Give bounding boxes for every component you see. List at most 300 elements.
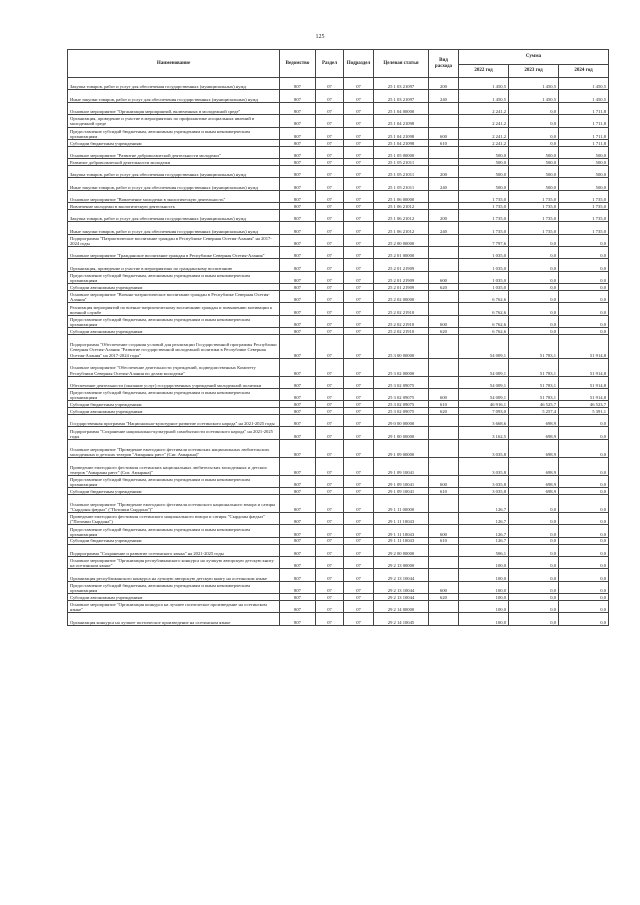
cell-cs: 25 2 01 21909 bbox=[374, 284, 429, 291]
cell-name: Субсидии бюджетным учреждениям bbox=[68, 537, 280, 544]
cell-s3: 0,0 bbox=[559, 613, 609, 625]
cell-vr bbox=[429, 544, 459, 556]
cell-rz: 07 bbox=[316, 78, 344, 90]
cell-s1: 3 035,8 bbox=[459, 488, 509, 495]
table-row bbox=[68, 581, 609, 593]
cell-rz: 07 bbox=[316, 203, 344, 210]
cell-s3: 1 450,5 bbox=[559, 78, 609, 90]
cell-name: Развитие добровольческой деятельности молодежи bbox=[68, 159, 280, 166]
cell-rz: 07 bbox=[316, 90, 344, 102]
cell-cs: 25 1 05 21011 bbox=[374, 178, 429, 190]
cell-name: Субсидии бюджетным учреждениям bbox=[68, 139, 280, 146]
cell-vr bbox=[429, 159, 459, 166]
cell-name: Подпрограмма "Обеспечение создания условий для реализации Государственной программы Республики Северная Осетия-Алания "Развитие государственной молодежной политики в Республике Северная Осетия-Алания" на 2017-2024 годы" bbox=[68, 335, 280, 359]
table-row bbox=[68, 544, 609, 556]
cell-pr: 07 bbox=[344, 556, 374, 568]
cell-s3: 1 735,0 bbox=[559, 203, 609, 210]
cell-ved: 807 bbox=[280, 457, 316, 475]
cell-rz: 07 bbox=[316, 303, 344, 315]
cell-s3: 0,0 bbox=[559, 414, 609, 426]
cell-name: Закупка товаров, работ и услуг для обеспечения государственных (муниципальных) нужд bbox=[68, 209, 280, 221]
cell-ved: 807 bbox=[280, 159, 316, 166]
table-row bbox=[68, 222, 609, 234]
cell-s2: 0,0 bbox=[509, 284, 559, 291]
table-row bbox=[68, 247, 609, 259]
cell-ved: 807 bbox=[280, 512, 316, 524]
cell-rz: 07 bbox=[316, 222, 344, 234]
cell-cs: 29 2 00 00000 bbox=[374, 544, 429, 556]
cell-cs: 25 2 02 21910 bbox=[374, 328, 429, 335]
table-row bbox=[68, 600, 609, 612]
cell-pr: 07 bbox=[344, 525, 374, 537]
table-row bbox=[68, 234, 609, 246]
cell-s3: 0,0 bbox=[559, 494, 609, 512]
cell-cs: 25 3 02 09075 bbox=[374, 389, 429, 401]
cell-s1: 1 735,0 bbox=[459, 203, 509, 210]
cell-pr: 07 bbox=[344, 389, 374, 401]
cell-pr: 07 bbox=[344, 569, 374, 581]
cell-s1: 6 762,6 bbox=[459, 291, 509, 303]
cell-s2: 0,0 bbox=[509, 102, 559, 114]
cell-s1: 3 162,5 bbox=[459, 427, 509, 439]
cell-rz: 07 bbox=[316, 488, 344, 495]
cell-vr: 240 bbox=[429, 178, 459, 190]
cell-vr bbox=[429, 376, 459, 388]
cell-cs: 29 1 09 10041 bbox=[374, 475, 429, 487]
table-row bbox=[68, 512, 609, 524]
cell-rz: 07 bbox=[316, 259, 344, 271]
cell-s3: 0,0 bbox=[559, 328, 609, 335]
table-row bbox=[68, 190, 609, 202]
cell-ved: 807 bbox=[280, 165, 316, 177]
cell-name: Субсидии автономным учреждениям bbox=[68, 284, 280, 291]
cell-s1: 506,1 bbox=[459, 544, 509, 556]
cell-rz: 07 bbox=[316, 512, 344, 524]
cell-s2: 0,0 bbox=[509, 525, 559, 537]
cell-pr: 07 bbox=[344, 488, 374, 495]
cell-pr: 07 bbox=[344, 358, 374, 376]
cell-s2: 1 735,0 bbox=[509, 209, 559, 221]
cell-s3: 1 711,8 bbox=[559, 115, 609, 127]
cell-s1: 6 762,6 bbox=[459, 328, 509, 335]
cell-rz: 07 bbox=[316, 494, 344, 512]
cell-s1: 500,0 bbox=[459, 146, 509, 158]
cell-s2: 698,9 bbox=[509, 414, 559, 426]
table-row bbox=[68, 488, 609, 495]
cell-name: Реализация мероприятий по военно-патриотическому воспитанию граждан и повышению мотивации к военной службе bbox=[68, 303, 280, 315]
table-row bbox=[68, 315, 609, 327]
cell-s3: 0,0 bbox=[559, 569, 609, 581]
cell-vr bbox=[429, 600, 459, 612]
cell-cs: 25 1 04 21098 bbox=[374, 139, 429, 146]
table-row bbox=[68, 594, 609, 601]
cell-vr bbox=[429, 512, 459, 524]
cell-cs: 29 0 00 00000 bbox=[374, 414, 429, 426]
cell-pr: 07 bbox=[344, 234, 374, 246]
cell-s2: 0,0 bbox=[509, 512, 559, 524]
cell-pr: 07 bbox=[344, 222, 374, 234]
cell-cs: 29 2 13 00000 bbox=[374, 556, 429, 568]
cell-pr: 07 bbox=[344, 537, 374, 544]
cell-vr bbox=[429, 427, 459, 439]
cell-name: Организация, проведение и участие в мероприятиях по профилактике асоциальных явлений в молодежной среде bbox=[68, 115, 280, 127]
cell-ved: 807 bbox=[280, 328, 316, 335]
cell-s3: 0,0 bbox=[559, 512, 609, 524]
cell-s3: 0,0 bbox=[559, 291, 609, 303]
cell-s3: 5 391,1 bbox=[559, 408, 609, 415]
header-ved: Ведомство bbox=[280, 50, 316, 78]
cell-pr: 07 bbox=[344, 102, 374, 114]
cell-ved: 807 bbox=[280, 389, 316, 401]
cell-ved: 807 bbox=[280, 178, 316, 190]
table-row bbox=[68, 203, 609, 210]
cell-vr bbox=[429, 259, 459, 271]
cell-name: Основное мероприятие "Вовлечение молодежи в экологическую деятельность" bbox=[68, 190, 280, 202]
cell-name: Субсидии бюджетным учреждениям bbox=[68, 488, 280, 495]
cell-s2: 0,0 bbox=[509, 594, 559, 601]
cell-s2: 0,0 bbox=[509, 581, 559, 593]
cell-s1: 3 035,8 bbox=[459, 457, 509, 475]
header-2023: 2023 год bbox=[509, 65, 559, 78]
cell-s3: 51 914,8 bbox=[559, 358, 609, 376]
cell-name: Подпрограмма "Сохранение национально-культурной самобытности осетинского народа" на 2021-2025 годы bbox=[68, 427, 280, 439]
cell-name: Подпрограмма "Патриотическое воспитание граждан в Республике Северная Осетия-Алания" на 2017-2024 годы bbox=[68, 234, 280, 246]
cell-vr: 610 bbox=[429, 139, 459, 146]
cell-rz: 07 bbox=[316, 569, 344, 581]
cell-ved: 807 bbox=[280, 284, 316, 291]
cell-pr: 07 bbox=[344, 146, 374, 158]
cell-rz: 07 bbox=[316, 284, 344, 291]
cell-s3: 0,0 bbox=[559, 594, 609, 601]
cell-s1: 54 009,1 bbox=[459, 335, 509, 359]
cell-pr: 07 bbox=[344, 581, 374, 593]
cell-s3: 0,0 bbox=[559, 427, 609, 439]
cell-ved: 807 bbox=[280, 335, 316, 359]
cell-name: Иные закупки товаров, работ и услуг для обеспечения государственных (муниципальных) нужд bbox=[68, 222, 280, 234]
cell-vr bbox=[429, 494, 459, 512]
cell-s1: 100,0 bbox=[459, 556, 509, 568]
cell-cs: 25 1 04 21098 bbox=[374, 127, 429, 139]
cell-s3: 0,0 bbox=[559, 581, 609, 593]
cell-s1: 1 450,5 bbox=[459, 90, 509, 102]
cell-s2: 500,0 bbox=[509, 159, 559, 166]
cell-name: Обеспечение деятельности (оказание услуг) государственных учреждений молодежной политики bbox=[68, 376, 280, 388]
table-row bbox=[68, 178, 609, 190]
cell-cs: 25 1 06 21012 bbox=[374, 222, 429, 234]
cell-vr: 610 bbox=[429, 537, 459, 544]
cell-vr: 200 bbox=[429, 78, 459, 90]
cell-s1: 54 009,1 bbox=[459, 358, 509, 376]
cell-cs: 25 2 02 21910 bbox=[374, 315, 429, 327]
cell-rz: 07 bbox=[316, 102, 344, 114]
cell-rz: 07 bbox=[316, 358, 344, 376]
cell-vr: 600 bbox=[429, 127, 459, 139]
cell-vr bbox=[429, 613, 459, 625]
table-row bbox=[68, 525, 609, 537]
cell-ved: 807 bbox=[280, 544, 316, 556]
cell-s1: 126,7 bbox=[459, 512, 509, 524]
cell-pr: 07 bbox=[344, 613, 374, 625]
cell-vr bbox=[429, 414, 459, 426]
cell-pr: 07 bbox=[344, 165, 374, 177]
cell-vr bbox=[429, 203, 459, 210]
cell-rz: 07 bbox=[316, 613, 344, 625]
cell-cs: 25 1 05 21011 bbox=[374, 165, 429, 177]
cell-s2: 0,0 bbox=[509, 247, 559, 259]
cell-rz: 07 bbox=[316, 165, 344, 177]
cell-pr: 07 bbox=[344, 127, 374, 139]
cell-ved: 807 bbox=[280, 127, 316, 139]
cell-s1: 126,7 bbox=[459, 494, 509, 512]
cell-cs: 29 1 11 10043 bbox=[374, 525, 429, 537]
cell-rz: 07 bbox=[316, 594, 344, 601]
cell-s3: 1 711,8 bbox=[559, 139, 609, 146]
cell-rz: 07 bbox=[316, 537, 344, 544]
cell-s1: 2 241,2 bbox=[459, 115, 509, 127]
cell-s2: 1 450,5 bbox=[509, 78, 559, 90]
cell-vr bbox=[429, 457, 459, 475]
cell-vr: 620 bbox=[429, 328, 459, 335]
cell-s1: 46 916,1 bbox=[459, 401, 509, 408]
cell-pr: 07 bbox=[344, 190, 374, 202]
cell-vr bbox=[429, 102, 459, 114]
cell-ved: 807 bbox=[280, 190, 316, 202]
cell-ved: 807 bbox=[280, 90, 316, 102]
cell-pr: 07 bbox=[344, 78, 374, 90]
cell-ved: 807 bbox=[280, 376, 316, 388]
cell-s2: 1 735,0 bbox=[509, 222, 559, 234]
cell-vr: 610 bbox=[429, 488, 459, 495]
cell-s2: 698,9 bbox=[509, 439, 559, 457]
cell-name: Основное мероприятие "Обеспечение деятельности учреждений, подведомственных Комитету Республики Северная Осетия-Алания по делам молодежи" bbox=[68, 358, 280, 376]
cell-cs: 25 1 03 21097 bbox=[374, 78, 429, 90]
cell-name: Иные закупки товаров, работ и услуг для обеспечения государственных (муниципальных) нужд bbox=[68, 90, 280, 102]
cell-rz: 07 bbox=[316, 271, 344, 283]
cell-name: Вовлечение молодежи в экологическую деятельность bbox=[68, 203, 280, 210]
cell-rz: 07 bbox=[316, 544, 344, 556]
cell-s3: 51 914,8 bbox=[559, 335, 609, 359]
cell-vr: 600 bbox=[429, 581, 459, 593]
cell-vr: 600 bbox=[429, 389, 459, 401]
cell-name: Организация, проведение и участие в мероприятиях по гражданскому воспитанию bbox=[68, 259, 280, 271]
table-row bbox=[68, 335, 609, 359]
cell-name: Предоставление субсидий бюджетным, автономным учреждениям и иным некоммерческим организациям bbox=[68, 475, 280, 487]
cell-s1: 100,0 bbox=[459, 569, 509, 581]
cell-s3: 1 711,8 bbox=[559, 102, 609, 114]
table-row bbox=[68, 146, 609, 158]
cell-rz: 07 bbox=[316, 127, 344, 139]
cell-s2: 0,0 bbox=[509, 234, 559, 246]
cell-pr: 07 bbox=[344, 401, 374, 408]
cell-s2: 0,0 bbox=[509, 613, 559, 625]
cell-name: Основное мероприятие "Гражданское воспитание граждан в Республике Северная Осетия-Алания" bbox=[68, 247, 280, 259]
cell-rz: 07 bbox=[316, 291, 344, 303]
cell-s2: 0,0 bbox=[509, 303, 559, 315]
cell-cs: 25 3 00 00000 bbox=[374, 335, 429, 359]
cell-pr: 07 bbox=[344, 439, 374, 457]
cell-ved: 807 bbox=[280, 494, 316, 512]
cell-vr bbox=[429, 439, 459, 457]
cell-pr: 07 bbox=[344, 271, 374, 283]
cell-vr: 600 bbox=[429, 315, 459, 327]
cell-rz: 07 bbox=[316, 408, 344, 415]
cell-rz: 07 bbox=[316, 581, 344, 593]
cell-ved: 807 bbox=[280, 613, 316, 625]
cell-s2: 0,0 bbox=[509, 115, 559, 127]
cell-s1: 1 035,0 bbox=[459, 259, 509, 271]
cell-s1: 2 241,2 bbox=[459, 139, 509, 146]
cell-name: Основное мероприятие "Проведение ежегодного фестиваля осетинского национального юмора и сатиры "Сырдоны фæдыл" ("Потомки Сырдона")" bbox=[68, 494, 280, 512]
cell-pr: 07 bbox=[344, 328, 374, 335]
cell-cs: 25 1 04 21098 bbox=[374, 115, 429, 127]
cell-s3: 51 914,8 bbox=[559, 376, 609, 388]
cell-name: Основное мероприятие "Военно-патриотическое воспитание граждан в Республике Северная Осетия-Алания" bbox=[68, 291, 280, 303]
cell-cs: 29 2 13 10044 bbox=[374, 569, 429, 581]
cell-cs: 25 2 00 00000 bbox=[374, 234, 429, 246]
cell-s2: 0,0 bbox=[509, 544, 559, 556]
cell-cs: 29 1 11 10043 bbox=[374, 537, 429, 544]
cell-pr: 07 bbox=[344, 159, 374, 166]
cell-s1: 100,0 bbox=[459, 600, 509, 612]
cell-ved: 807 bbox=[280, 537, 316, 544]
cell-s3: 0,0 bbox=[559, 556, 609, 568]
cell-ved: 807 bbox=[280, 209, 316, 221]
cell-name: Государственная программа "Национально-культурное развитие осетинского народа" на 2021-2025 годы bbox=[68, 414, 280, 426]
cell-ved: 807 bbox=[280, 401, 316, 408]
table-row bbox=[68, 427, 609, 439]
cell-name: Предоставление субсидий бюджетным, автономным учреждениям и иным некоммерческим организациям bbox=[68, 389, 280, 401]
cell-ved: 807 bbox=[280, 439, 316, 457]
cell-cs: 25 3 02 09075 bbox=[374, 376, 429, 388]
cell-ved: 807 bbox=[280, 569, 316, 581]
cell-vr bbox=[429, 234, 459, 246]
table-row bbox=[68, 457, 609, 475]
cell-s3: 0,0 bbox=[559, 259, 609, 271]
cell-pr: 07 bbox=[344, 247, 374, 259]
cell-s1: 7 093,0 bbox=[459, 408, 509, 415]
cell-s1: 2 241,2 bbox=[459, 102, 509, 114]
cell-rz: 07 bbox=[316, 328, 344, 335]
cell-s2: 698,9 bbox=[509, 475, 559, 487]
cell-s2: 0,0 bbox=[509, 600, 559, 612]
cell-cs: 29 1 11 00000 bbox=[374, 494, 429, 512]
cell-vr bbox=[429, 247, 459, 259]
cell-s3: 46 523,7 bbox=[559, 401, 609, 408]
cell-s1: 7 797,6 bbox=[459, 234, 509, 246]
header-razdel: Раздел bbox=[316, 50, 344, 78]
cell-s1: 54 009,1 bbox=[459, 376, 509, 388]
cell-name: Субсидии автономным учреждениям bbox=[68, 594, 280, 601]
cell-cs: 29 1 11 10043 bbox=[374, 512, 429, 524]
cell-rz: 07 bbox=[316, 146, 344, 158]
cell-name: Субсидии автономным учреждениям bbox=[68, 328, 280, 335]
cell-ved: 807 bbox=[280, 222, 316, 234]
cell-ved: 807 bbox=[280, 525, 316, 537]
cell-ved: 807 bbox=[280, 600, 316, 612]
cell-s2: 0,0 bbox=[509, 556, 559, 568]
cell-vr: 620 bbox=[429, 594, 459, 601]
cell-cs: 25 2 01 00000 bbox=[374, 247, 429, 259]
page-number: 125 bbox=[315, 34, 325, 40]
cell-vr: 610 bbox=[429, 401, 459, 408]
cell-pr: 07 bbox=[344, 284, 374, 291]
cell-vr bbox=[429, 115, 459, 127]
cell-pr: 07 bbox=[344, 594, 374, 601]
cell-name: Проведение ежегодного фестиваля осетинского национального юмора и сатиры "Сырдоны фæдыл" ("Потомки Сырдона") bbox=[68, 512, 280, 524]
cell-s2: 500,0 bbox=[509, 178, 559, 190]
cell-cs: 29 1 00 00000 bbox=[374, 427, 429, 439]
cell-pr: 07 bbox=[344, 139, 374, 146]
cell-rz: 07 bbox=[316, 335, 344, 359]
cell-ved: 807 bbox=[280, 408, 316, 415]
cell-ved: 807 bbox=[280, 594, 316, 601]
cell-s2: 0,0 bbox=[509, 259, 559, 271]
cell-s1: 1 735,0 bbox=[459, 190, 509, 202]
cell-ved: 807 bbox=[280, 556, 316, 568]
cell-s2: 0,0 bbox=[509, 291, 559, 303]
table-row bbox=[68, 494, 609, 512]
cell-name: Организация конкурса на лучшее поэтическое произведение на осетинском языке bbox=[68, 613, 280, 625]
cell-name: Организация республиканского конкурса на лучшую авторскую детскую книгу на осетинском языке bbox=[68, 569, 280, 581]
cell-s1: 2 241,2 bbox=[459, 127, 509, 139]
cell-cs: 25 1 06 00000 bbox=[374, 190, 429, 202]
cell-vr bbox=[429, 303, 459, 315]
table-row bbox=[68, 90, 609, 102]
cell-s1: 1 450,5 bbox=[459, 78, 509, 90]
cell-s1: 1 735,0 bbox=[459, 222, 509, 234]
cell-vr bbox=[429, 358, 459, 376]
cell-ved: 807 bbox=[280, 115, 316, 127]
cell-pr: 07 bbox=[344, 427, 374, 439]
cell-s3: 0,0 bbox=[559, 544, 609, 556]
cell-cs: 25 2 01 21909 bbox=[374, 271, 429, 283]
cell-s2: 51 783,1 bbox=[509, 335, 559, 359]
cell-s2: 5 257,4 bbox=[509, 408, 559, 415]
cell-cs: 25 1 06 21012 bbox=[374, 203, 429, 210]
cell-s2: 698,9 bbox=[509, 457, 559, 475]
cell-s3: 500,0 bbox=[559, 159, 609, 166]
header-2022: 2022 год bbox=[459, 65, 509, 78]
cell-rz: 07 bbox=[316, 209, 344, 221]
table-row bbox=[68, 127, 609, 139]
cell-s3: 0,0 bbox=[559, 234, 609, 246]
cell-s1: 126,7 bbox=[459, 537, 509, 544]
cell-name: Субсидии автономным учреждениям bbox=[68, 408, 280, 415]
cell-s3: 0,0 bbox=[559, 284, 609, 291]
cell-cs: 29 2 14 10045 bbox=[374, 613, 429, 625]
cell-s3: 0,0 bbox=[559, 475, 609, 487]
cell-name: Основное мероприятие "Проведение ежегодного фестиваля осетинских национальных любительских молодежных и детских театров "Амыраны рæст" (Сиг. Амырана)" bbox=[68, 439, 280, 457]
cell-cs: 25 2 02 21910 bbox=[374, 303, 429, 315]
cell-rz: 07 bbox=[316, 139, 344, 146]
cell-s3: 0,0 bbox=[559, 271, 609, 283]
cell-rz: 07 bbox=[316, 401, 344, 408]
cell-cs: 25 1 06 21012 bbox=[374, 209, 429, 221]
cell-name: Субсидии бюджетным учреждениям bbox=[68, 401, 280, 408]
cell-s3: 51 914,8 bbox=[559, 389, 609, 401]
cell-vr: 600 bbox=[429, 271, 459, 283]
cell-pr: 07 bbox=[344, 291, 374, 303]
table-row bbox=[68, 115, 609, 127]
cell-pr: 07 bbox=[344, 512, 374, 524]
cell-cs: 25 3 02 09075 bbox=[374, 408, 429, 415]
cell-name: Предоставление субсидий бюджетным, автономным учреждениям и иным некоммерческим организациям bbox=[68, 315, 280, 327]
cell-ved: 807 bbox=[280, 247, 316, 259]
cell-s3: 500,0 bbox=[559, 146, 609, 158]
cell-s3: 0,0 bbox=[559, 488, 609, 495]
cell-s3: 1 735,0 bbox=[559, 190, 609, 202]
cell-s3: 1 711,8 bbox=[559, 127, 609, 139]
